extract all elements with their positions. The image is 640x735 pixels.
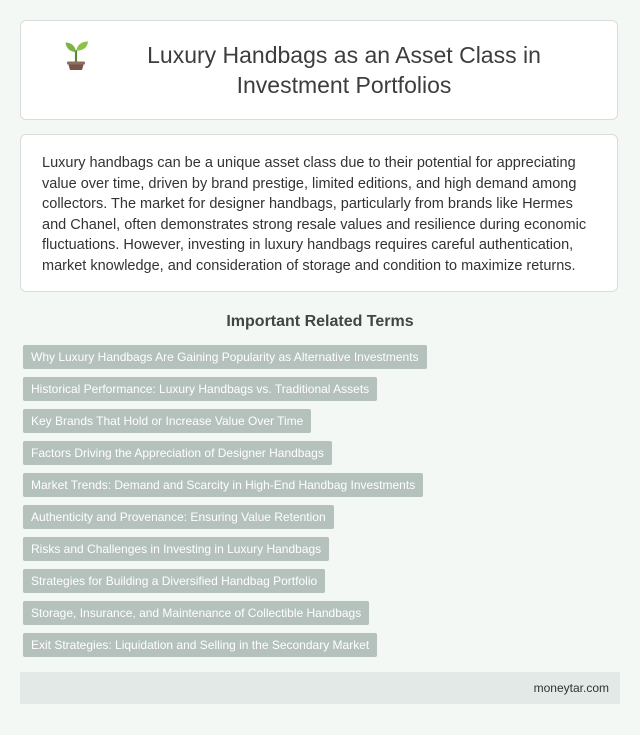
related-term-link[interactable]: Factors Driving the Appreciation of Designer Handbags <box>23 441 332 465</box>
related-term-link[interactable]: Why Luxury Handbags Are Gaining Popularity as Alternative Investments <box>23 345 427 369</box>
list-item <box>23 473 623 497</box>
sprout-icon <box>59 36 95 72</box>
related-term-link[interactable]: Market Trends: Demand and Scarcity in High-End Handbag Investments <box>23 473 423 497</box>
list-item <box>23 409 623 433</box>
related-terms-heading: Important Related Terms <box>226 313 414 330</box>
list-item <box>23 601 623 625</box>
list-item <box>23 345 623 369</box>
page-title: Luxury Handbags as an Asset Class in Investment Portfolios <box>147 42 541 98</box>
related-term-link[interactable]: Authenticity and Provenance: Ensuring Value Retention <box>23 505 334 529</box>
footer-bar <box>20 672 620 704</box>
list-item <box>23 569 623 593</box>
related-term-link[interactable]: Exit Strategies: Liquidation and Selling in the Secondary Market <box>23 633 377 657</box>
title-wrap <box>59 40 579 100</box>
footer-site-link[interactable]: moneytar.com <box>533 681 609 695</box>
list-item <box>23 505 623 529</box>
related-term-link[interactable]: Risks and Challenges in Investing in Luxury Handbags <box>23 537 329 561</box>
related-terms-list <box>23 345 623 665</box>
related-term-link[interactable]: Strategies for Building a Diversified Handbag Portfolio <box>23 569 325 593</box>
related-term-link[interactable]: Storage, Insurance, and Maintenance of Collectible Handbags <box>23 601 369 625</box>
related-term-link[interactable]: Key Brands That Hold or Increase Value Over Time <box>23 409 311 433</box>
list-item <box>23 441 623 465</box>
summary-card <box>20 134 618 292</box>
list-item <box>23 377 623 401</box>
title-card <box>20 20 618 120</box>
related-term-link[interactable]: Historical Performance: Luxury Handbags vs. Traditional Assets <box>23 377 377 401</box>
summary-text: Luxury handbags can be a unique asset class due to their potential for appreciating value over time, driven by brand prestige, limited editions, and high demand among collectors. The market for designer handbags, particularly from brands like Hermes and Chanel, often demonstrates strong resale values and resilience during economic fluctuations. However, investing in luxury handbags requires careful authentication, market knowledge, and consideration of storage and condition to maximize returns. <box>42 155 587 274</box>
list-item <box>23 537 623 561</box>
list-item <box>23 633 623 657</box>
